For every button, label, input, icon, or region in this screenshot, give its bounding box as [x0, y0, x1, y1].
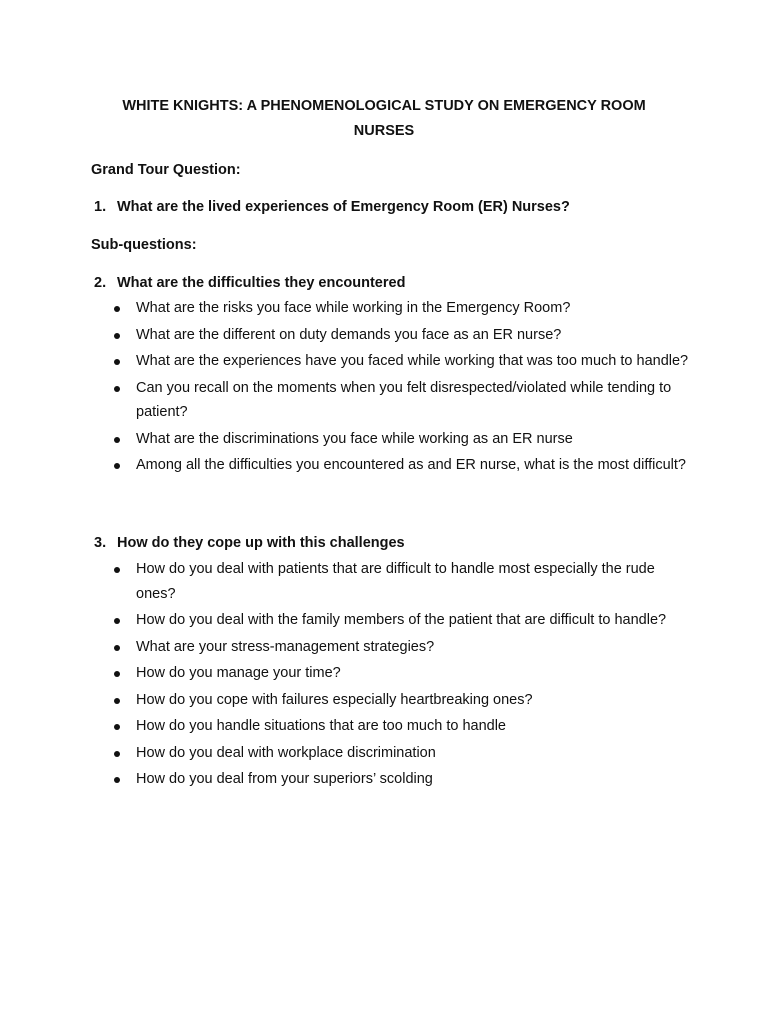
bullet-text: How do you deal with patients that are difficult to handle most especially the rude ones? — [136, 561, 655, 602]
subquestions-heading: Sub-questions: — [91, 237, 197, 253]
bullet-icon — [114, 306, 120, 312]
bullet-text: How do you cope with failures especially heartbreaking ones? — [136, 691, 533, 708]
bullet-icon — [114, 359, 120, 365]
bullet-text: Among all the difficulties you encountered as and ER nurse, what is the most difficult? — [136, 457, 686, 473]
bullet-item — [112, 635, 692, 660]
question-1-text: What are the lived experiences of Emergency Room (ER) Nurses? — [117, 199, 570, 215]
question-2 — [94, 273, 405, 293]
bullet-icon — [114, 751, 120, 757]
bullet-text: Can you recall on the moments when you felt disrespected/violated while tending to patient? — [136, 379, 672, 420]
bullet-item — [112, 767, 692, 792]
question-1-number: 1. — [94, 199, 107, 215]
bullet-text: How do you deal from your superiors’ scolding — [136, 771, 433, 787]
bullet-icon — [114, 724, 120, 730]
bullet-item — [112, 608, 692, 633]
title-line-2: NURSES — [353, 123, 415, 139]
bullet-item — [112, 453, 692, 478]
grand-tour-heading: Grand Tour Question: — [91, 162, 241, 178]
bullet-icon — [114, 645, 120, 651]
bullet-icon — [114, 567, 120, 573]
bullet-icon — [114, 618, 120, 624]
question-2-bullet-list — [112, 296, 692, 480]
bullet-text: How do you deal with the family members of the patient that are difficult to handle? — [136, 612, 667, 628]
bullet-item — [112, 349, 692, 374]
bullet-text: What are your stress-management strategies? — [136, 638, 435, 655]
bullet-item — [112, 557, 692, 606]
bullet-text: How do you manage your time? — [136, 665, 341, 681]
question-3-number: 3. — [94, 535, 107, 551]
title-line-1: WHITE KNIGHTS: A PHENOMENOLOGICAL STUDY ON EMERGENCY ROOM — [122, 98, 646, 114]
question-1 — [94, 197, 570, 217]
bullet-icon — [114, 777, 120, 783]
bullet-item — [112, 323, 692, 348]
bullet-item — [112, 661, 692, 686]
bullet-text: What are the discriminations you face while working as an ER nurse — [136, 430, 573, 447]
question-2-number: 2. — [94, 275, 107, 291]
bullet-icon — [114, 333, 120, 339]
question-3 — [94, 533, 405, 553]
bullet-text: How do you handle situations that are too much to handle — [136, 718, 506, 734]
bullet-text: What are the different on duty demands you face as an ER nurse? — [136, 326, 562, 343]
bullet-icon — [114, 437, 120, 443]
document-title — [100, 94, 668, 144]
bullet-item — [112, 741, 692, 766]
question-3-bullet-list — [112, 557, 692, 794]
bullet-text: How do you deal with workplace discrimination — [136, 744, 436, 761]
bullet-item — [112, 296, 692, 321]
bullet-text: What are the risks you face while working in the Emergency Room? — [136, 300, 571, 316]
bullet-text: What are the experiences have you faced while working that was too much to handle? — [136, 353, 689, 369]
bullet-icon — [114, 463, 120, 469]
bullet-icon — [114, 386, 120, 392]
question-3-text: How do they cope up with this challenges — [117, 535, 405, 551]
question-2-text: What are the difficulties they encountered — [117, 275, 406, 291]
bullet-item — [112, 714, 692, 739]
bullet-icon — [114, 698, 120, 704]
bullet-item — [112, 376, 692, 425]
bullet-item — [112, 427, 692, 452]
bullet-item — [112, 688, 692, 713]
bullet-icon — [114, 671, 120, 677]
